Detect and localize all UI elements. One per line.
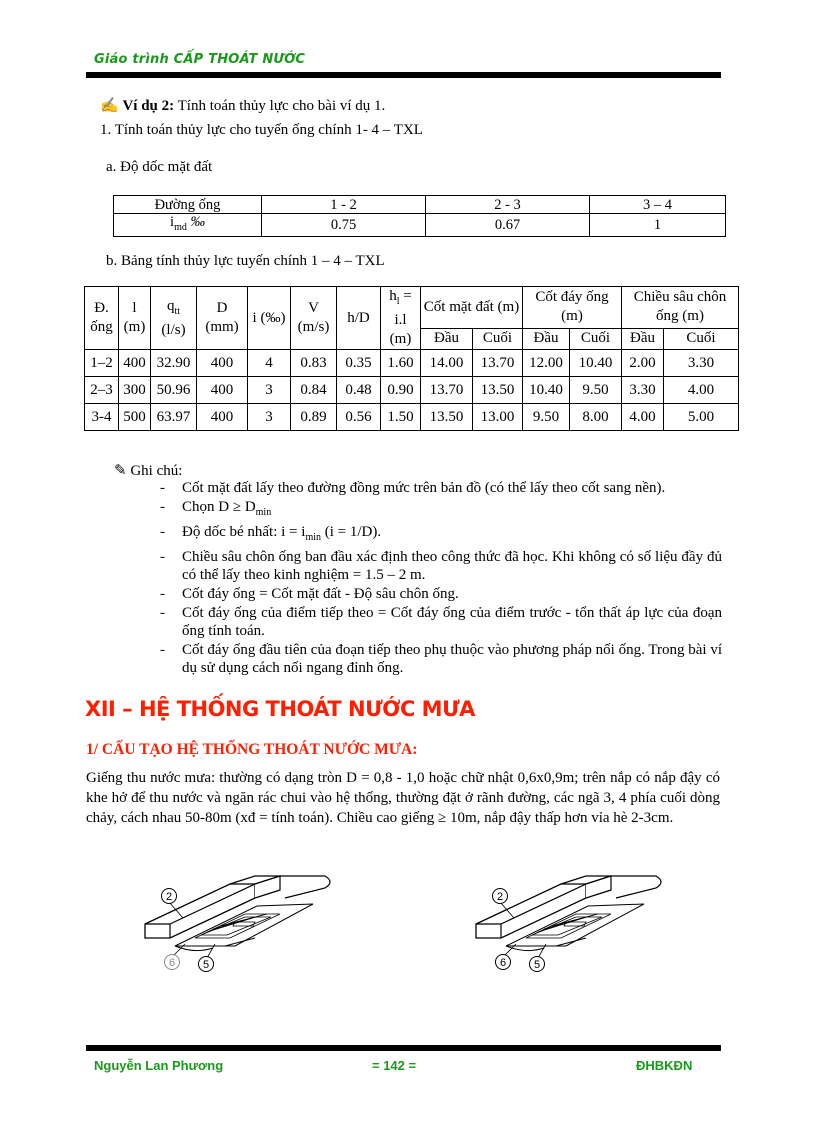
figure-label: 5 — [533, 959, 541, 971]
table-cell: 4 — [248, 350, 291, 377]
header-cell: Đầu — [622, 328, 664, 349]
footer-page-number: = 142 = — [372, 1058, 417, 1073]
note-sub: min — [305, 532, 321, 543]
note-text — [182, 498, 271, 522]
running-header: Giáo trình CẤP THOÁT NƯỚC — [94, 52, 306, 67]
table-cell: 4.00 — [664, 377, 739, 404]
writing-hand-icon: ✍ — [100, 98, 119, 114]
unit: ‰ — [186, 214, 205, 230]
symbol-sub: l — [396, 296, 400, 307]
note-text: Cốt đáy ống = Cốt mặt đất - Độ sâu chôn ống. — [182, 586, 459, 602]
figure-label: 6 — [168, 957, 176, 969]
notes-title-text: Ghi chú: — [130, 463, 183, 479]
table-cell: 9.50 — [523, 404, 570, 431]
table-row — [85, 350, 739, 377]
section-title: XII – HỆ THỐNG THOÁT NƯỚC MƯA — [85, 697, 475, 721]
table-cell: 63.97 — [151, 404, 197, 431]
symbol-i: i — [170, 214, 175, 230]
table-cell: 400 — [197, 377, 248, 404]
table-cell: 13.00 — [473, 404, 523, 431]
list-item: - Chiều sâu chôn ống ban đầu xác định theo công thức đã học. Khi không có số liệu đầy đủ có thể lấy theo kinh nghiệm = 1.5 – 2 m. — [160, 549, 722, 583]
note-text: Cốt đáy ống của điểm tiếp theo = Cốt đáy ống của điểm trước - tổn thất áp lực của đoạn ống tính toán. — [182, 605, 722, 639]
table-cell: 0.83 — [291, 350, 337, 377]
table-cell: 1 — [590, 214, 726, 237]
table-cell: 8.00 — [570, 404, 622, 431]
hydraulic-table — [84, 286, 739, 431]
header-cell: i (‰) — [248, 287, 291, 350]
section-paragraph: Giếng thu nước mưa: thường có dạng tròn D = 0,8 - 1,0 hoặc chữ nhật 0,6x0,9m; trên nắp có nắp đậy có khe hở để thu nước và ngăn rác chui vào hệ thống, thường đặt ở rãnh đường, các ngã 3, 4 phía cuối dòng chảy, cách nhau 50-80m (xđ = tính toán). Chiều cao giếng ≥ 10m, nắp đậy thấp hơn vỉa hè 2-3cm. — [86, 770, 720, 826]
table-cell: 13.50 — [473, 377, 523, 404]
table-cell: 13.70 — [473, 350, 523, 377]
table-cell: 3 — [248, 404, 291, 431]
item-1: 1. Tính toán thủy lực cho tuyến ống chính 1- 4 – TXL — [100, 122, 423, 138]
table-cell: 0.56 — [337, 404, 381, 431]
header-cell: Đ. ống — [85, 287, 119, 350]
list-item: - Cốt đáy ống = Cốt mặt đất - Độ sâu chôn ống. — [160, 586, 459, 602]
table-cell: 3.30 — [664, 350, 739, 377]
table-cell: 2 - 3 — [426, 196, 590, 214]
footer-organization: ĐHBKĐN — [636, 1058, 693, 1073]
table-cell: 32.90 — [151, 350, 197, 377]
unit: (l/s) — [161, 321, 186, 338]
header-cell: Cốt đáy ống (m) — [523, 287, 622, 329]
table-cell: 1.50 — [381, 404, 421, 431]
example-text: Tính toán thủy lực cho bài ví dụ 1. — [177, 98, 386, 114]
header-cell: V (m/s) — [291, 287, 337, 350]
figure-label: 2 — [165, 891, 173, 903]
note-text: Chiều sâu chôn ống ban đầu xác định theo công thức đã học. Khi không có số liệu đầy đủ có thể lấy theo kinh nghiệm = 1.5 – 2 m. — [182, 549, 722, 583]
table-cell: 3 — [248, 377, 291, 404]
table-cell: 0.35 — [337, 350, 381, 377]
table-cell: 10.40 — [523, 377, 570, 404]
header-cell: Cuối — [473, 328, 523, 349]
table-cell: 3.30 — [622, 377, 664, 404]
header-cell: Chiều sâu chôn ống (m) — [622, 287, 739, 329]
table-cell: 2–3 — [85, 377, 119, 404]
list-item: - Chọn $D \ge D_{min}$ — [160, 498, 722, 522]
list-item: - Cốt đáy ống đầu tiên của đoạn tiếp theo phụ thuộc vào phương pháp nối ống. Trong bài ví dụ sử dụng cách nối ngang đỉnh ống. — [160, 642, 722, 676]
table-cell: 1–2 — [85, 350, 119, 377]
table-cell: 400 — [197, 404, 248, 431]
section-subtitle: 1/ CẤU TẠO HỆ THỐNG THOÁT NƯỚC MƯA: — [86, 741, 418, 758]
symbol-h: h — [389, 288, 397, 304]
table-cell: 0.90 — [381, 377, 421, 404]
table-header-row — [85, 287, 739, 329]
notes-list — [160, 479, 722, 678]
table-cell: 0.84 — [291, 377, 337, 404]
table-row — [85, 404, 739, 431]
footer-author: Nguyễn Lan Phương — [94, 1058, 224, 1073]
header-cell: Cuối — [570, 328, 622, 349]
table-cell: 0.67 — [426, 214, 590, 237]
storm-inlet-figure-right — [466, 866, 676, 976]
symbol-sub: tt — [174, 305, 181, 317]
symbol-q: q — [166, 297, 175, 314]
table-cell: 4.00 — [622, 404, 664, 431]
table-cell: 10.40 — [570, 350, 622, 377]
note-part: (i = 1/D). — [321, 524, 382, 540]
footer-rule — [86, 1045, 721, 1051]
list-item: - Độ dốc bé nhất: $i = i_{min}$ (i = 1/D). — [160, 523, 722, 547]
table-cell: 14.00 — [421, 350, 473, 377]
pencil-icon: ✎ — [114, 463, 127, 479]
example-heading — [100, 96, 385, 115]
table-cell: 400 — [197, 350, 248, 377]
table-cell: 0.89 — [291, 404, 337, 431]
table-cell: 50.96 — [151, 377, 197, 404]
table-cell: 3-4 — [85, 404, 119, 431]
header-cell: Cốt mặt đất (m) — [421, 287, 523, 329]
symbol-sub: md — [174, 221, 187, 233]
table-cell: 0.48 — [337, 377, 381, 404]
table-cell: 5.00 — [664, 404, 739, 431]
figure-label: 2 — [496, 891, 504, 903]
table-cell: 2.00 — [622, 350, 664, 377]
header-cell: h/D — [337, 287, 381, 350]
note-text: Cốt đáy ống đầu tiên của đoạn tiếp theo phụ thuộc vào phương pháp nối ống. Trong bài ví dụ sử dụng cách nối ngang đỉnh ống. — [182, 642, 722, 676]
table-cell: 3 – 4 — [590, 196, 726, 214]
table-cell: 12.00 — [523, 350, 570, 377]
example-label: Ví dụ 2: — [122, 98, 175, 114]
header-cell — [151, 287, 197, 350]
formula: = i.l (m) — [389, 288, 412, 347]
table-row — [85, 377, 739, 404]
header-cell: Đầu — [523, 328, 570, 349]
table-cell: 1 - 2 — [262, 196, 426, 214]
item-a: a. Độ dốc mặt đất — [106, 159, 213, 175]
note-text — [182, 523, 381, 547]
header-rule — [86, 72, 721, 78]
table-row — [114, 196, 726, 214]
header-cell: l (m) — [119, 287, 151, 350]
header-cell: Đầu — [421, 328, 473, 349]
figure-label: 5 — [202, 959, 210, 971]
notes-title — [114, 461, 182, 480]
header-cell: Cuối — [664, 328, 739, 349]
note-text: Cốt mặt đất lấy theo đường đồng mức trên bản đồ (có thể lấy theo cốt sang nền). — [182, 480, 666, 496]
table-row — [114, 214, 726, 237]
table-cell: 13.70 — [421, 377, 473, 404]
note-part: Độ dốc bé nhất: i = i — [182, 524, 306, 540]
list-item: - Cốt mặt đất lấy theo đường đồng mức trên bản đồ (có thể lấy theo cốt sang nền). — [160, 480, 666, 496]
table-cell: 0.75 — [262, 214, 426, 237]
header-cell: D (mm) — [197, 287, 248, 350]
header-cell — [381, 287, 421, 350]
table-cell: 1.60 — [381, 350, 421, 377]
note-part: Chọn D ≥ D — [182, 499, 256, 515]
table-cell: 400 — [119, 350, 151, 377]
table-cell: 500 — [119, 404, 151, 431]
table-cell — [114, 214, 262, 237]
list-item: - Cốt đáy ống của điểm tiếp theo = Cốt đáy ống của điểm trước - tổn thất áp lực của đoạn ống tính toán. — [160, 605, 722, 639]
table-cell: 9.50 — [570, 377, 622, 404]
figure-label: 6 — [499, 957, 507, 969]
item-b: b. Bảng tính thủy lực tuyến chính 1 – 4 – TXL — [106, 253, 385, 269]
table-cell: Đường ống — [114, 196, 262, 214]
storm-inlet-figure-left — [135, 866, 345, 976]
note-sub: min — [255, 507, 272, 518]
table-cell: 300 — [119, 377, 151, 404]
table-cell: 13.50 — [421, 404, 473, 431]
slope-table — [113, 195, 726, 237]
